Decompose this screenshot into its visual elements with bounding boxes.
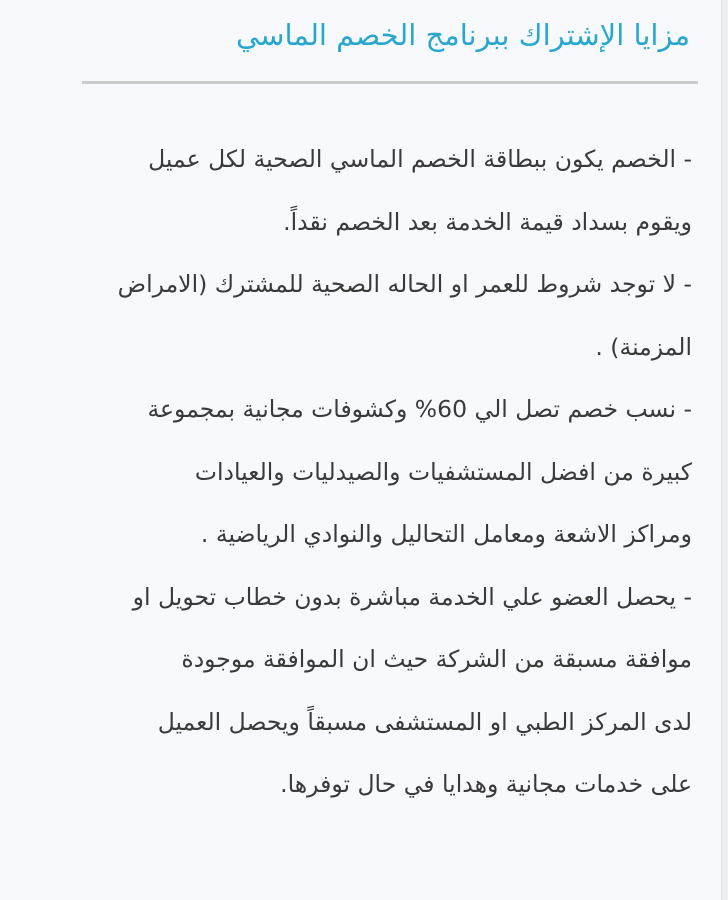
body-line: - لا توجد شروط للعمر او الحاله الصحية للمشترك (الامراض bbox=[117, 270, 692, 298]
body-line: - الخصم يكون ببطاقة الخصم الماسي الصحية لكل عميل bbox=[148, 145, 692, 173]
body-line: على خدمات مجانية وهدايا في حال توفرها. bbox=[280, 770, 692, 798]
body-line: - يحصل العضو علي الخدمة مباشرة بدون خطاب تحويل او bbox=[132, 582, 692, 611]
body-line: المزمنة) . bbox=[595, 332, 692, 361]
body-line: لدى المركز الطبي او المستشفى مسبقاً ويحصل العميل bbox=[157, 707, 692, 736]
body-line: موافقة مسبقة من الشركة حيث ان الموافقة موجودة bbox=[181, 645, 692, 673]
body-line: ويقوم بسداد قيمة الخدمة بعد الخصم نقداً. bbox=[283, 207, 692, 236]
body-line: - نسب خصم تصل الي 60% وكشوفات مجانية بمجموعة bbox=[147, 395, 692, 423]
page-edge-rule bbox=[721, 0, 728, 900]
body-line: ومراكز الاشعة ومعامل التحاليل والنوادي الرياضية . bbox=[200, 520, 692, 548]
body-line: كبيرة من افضل المستشفيات والصيدليات والعيادات bbox=[194, 457, 692, 486]
article-body bbox=[32, 128, 692, 816]
title-divider bbox=[82, 81, 698, 84]
article-title: مزايا الإشتراك ببرنامج الخصم الماسي bbox=[236, 18, 690, 52]
